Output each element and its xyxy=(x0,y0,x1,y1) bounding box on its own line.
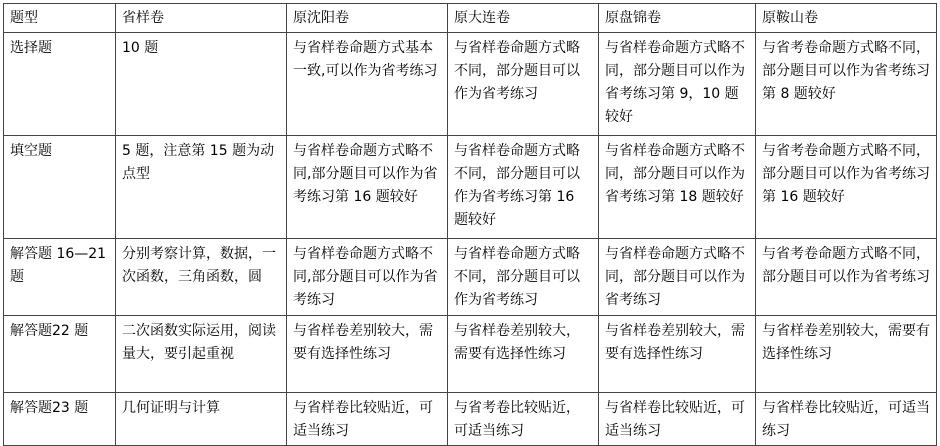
table-cell: 与省样卷比较贴近，可适当练习 xyxy=(287,393,448,446)
table-cell: 与省样卷命题方式略不同,部分题目可以作为省考练习 xyxy=(287,239,448,316)
row-label: 填空题 xyxy=(4,136,116,239)
table-cell: 与省样卷命题方式略不同，部分题目可以作为省考练习 xyxy=(448,239,599,316)
table-cell: 与省考卷命题方式略不同，部分题目可以作为省考练习第 16 题较好 xyxy=(756,136,937,239)
row-label: 解答题22 题 xyxy=(4,316,116,393)
table-cell: 10 题 xyxy=(116,33,287,136)
table-cell: 与省样卷命题方式略不同,部分题目可以作为省考练习第 16 题较好 xyxy=(287,136,448,239)
table-cell: 分别考察计算，数据，一次函数，三角函数，圆 xyxy=(116,239,287,316)
table-cell: 与省样卷比较贴近，可适当练习 xyxy=(599,393,756,446)
table-cell: 与省样卷命题方式略不同，部分题目可以作为省考练习第 16 题较好 xyxy=(448,136,599,239)
table-cell: 5 题，注意第 15 题为动点型 xyxy=(116,136,287,239)
header-cell-panjin: 原盘锦卷 xyxy=(599,4,756,33)
table-cell: 与省样卷命题方式略不同，部分题目可以作为省考练习第 18 题较好 xyxy=(599,136,756,239)
table-cell: 与省考卷命题方式略不同，部分题目可以作为省考练习第 8 题较好 xyxy=(756,33,937,136)
header-cell-anshan: 原鞍山卷 xyxy=(756,4,937,33)
table-cell: 与省样卷差别较大，需要有选择性练习 xyxy=(599,316,756,393)
table-cell: 几何证明与计算 xyxy=(116,393,287,446)
table-header-row xyxy=(4,4,937,33)
table-cell: 与省样卷命题方式略不同，部分题目可以作为省考练习 xyxy=(448,33,599,136)
table-cell: 与省样卷差别较大，需要有选择性练习 xyxy=(756,316,937,393)
row-label: 解答题 16—21 题 xyxy=(4,239,116,316)
header-cell-provincial-sample: 省样卷 xyxy=(116,4,287,33)
row-label: 选择题 xyxy=(4,33,116,136)
table-cell: 二次函数实际运用，阅读量大，要引起重视 xyxy=(116,316,287,393)
table-cell: 与省考卷命题方式略不同，部分题目可以作为省考练习 xyxy=(756,239,937,316)
exam-comparison-table xyxy=(3,3,937,446)
table-cell: 与省样卷命题方式略不同，部分题目可以作为省考练习 xyxy=(599,239,756,316)
header-cell-question-type: 题型 xyxy=(4,4,116,33)
table-cell: 与省样卷差别较大，需要有选择性练习 xyxy=(448,316,599,393)
table-row xyxy=(4,136,937,239)
table-cell: 与省样卷差别较大，需要有选择性练习 xyxy=(287,316,448,393)
table-row xyxy=(4,316,937,393)
table-cell: 与省样卷命题方式略不同，部分题目可以作为省考练习第 9，10 题较好 xyxy=(599,33,756,136)
table-cell: 与省样卷命题方式基本一致,可以作为省考练习 xyxy=(287,33,448,136)
table-row xyxy=(4,239,937,316)
table-row xyxy=(4,33,937,136)
table-cell: 与省考卷比较贴近，可适当练习 xyxy=(448,393,599,446)
row-label: 解答题23 题 xyxy=(4,393,116,446)
header-cell-dalian: 原大连卷 xyxy=(448,4,599,33)
header-cell-shenyang: 原沈阳卷 xyxy=(287,4,448,33)
table-cell: 与省样卷比较贴近，可适当练习 xyxy=(756,393,937,446)
